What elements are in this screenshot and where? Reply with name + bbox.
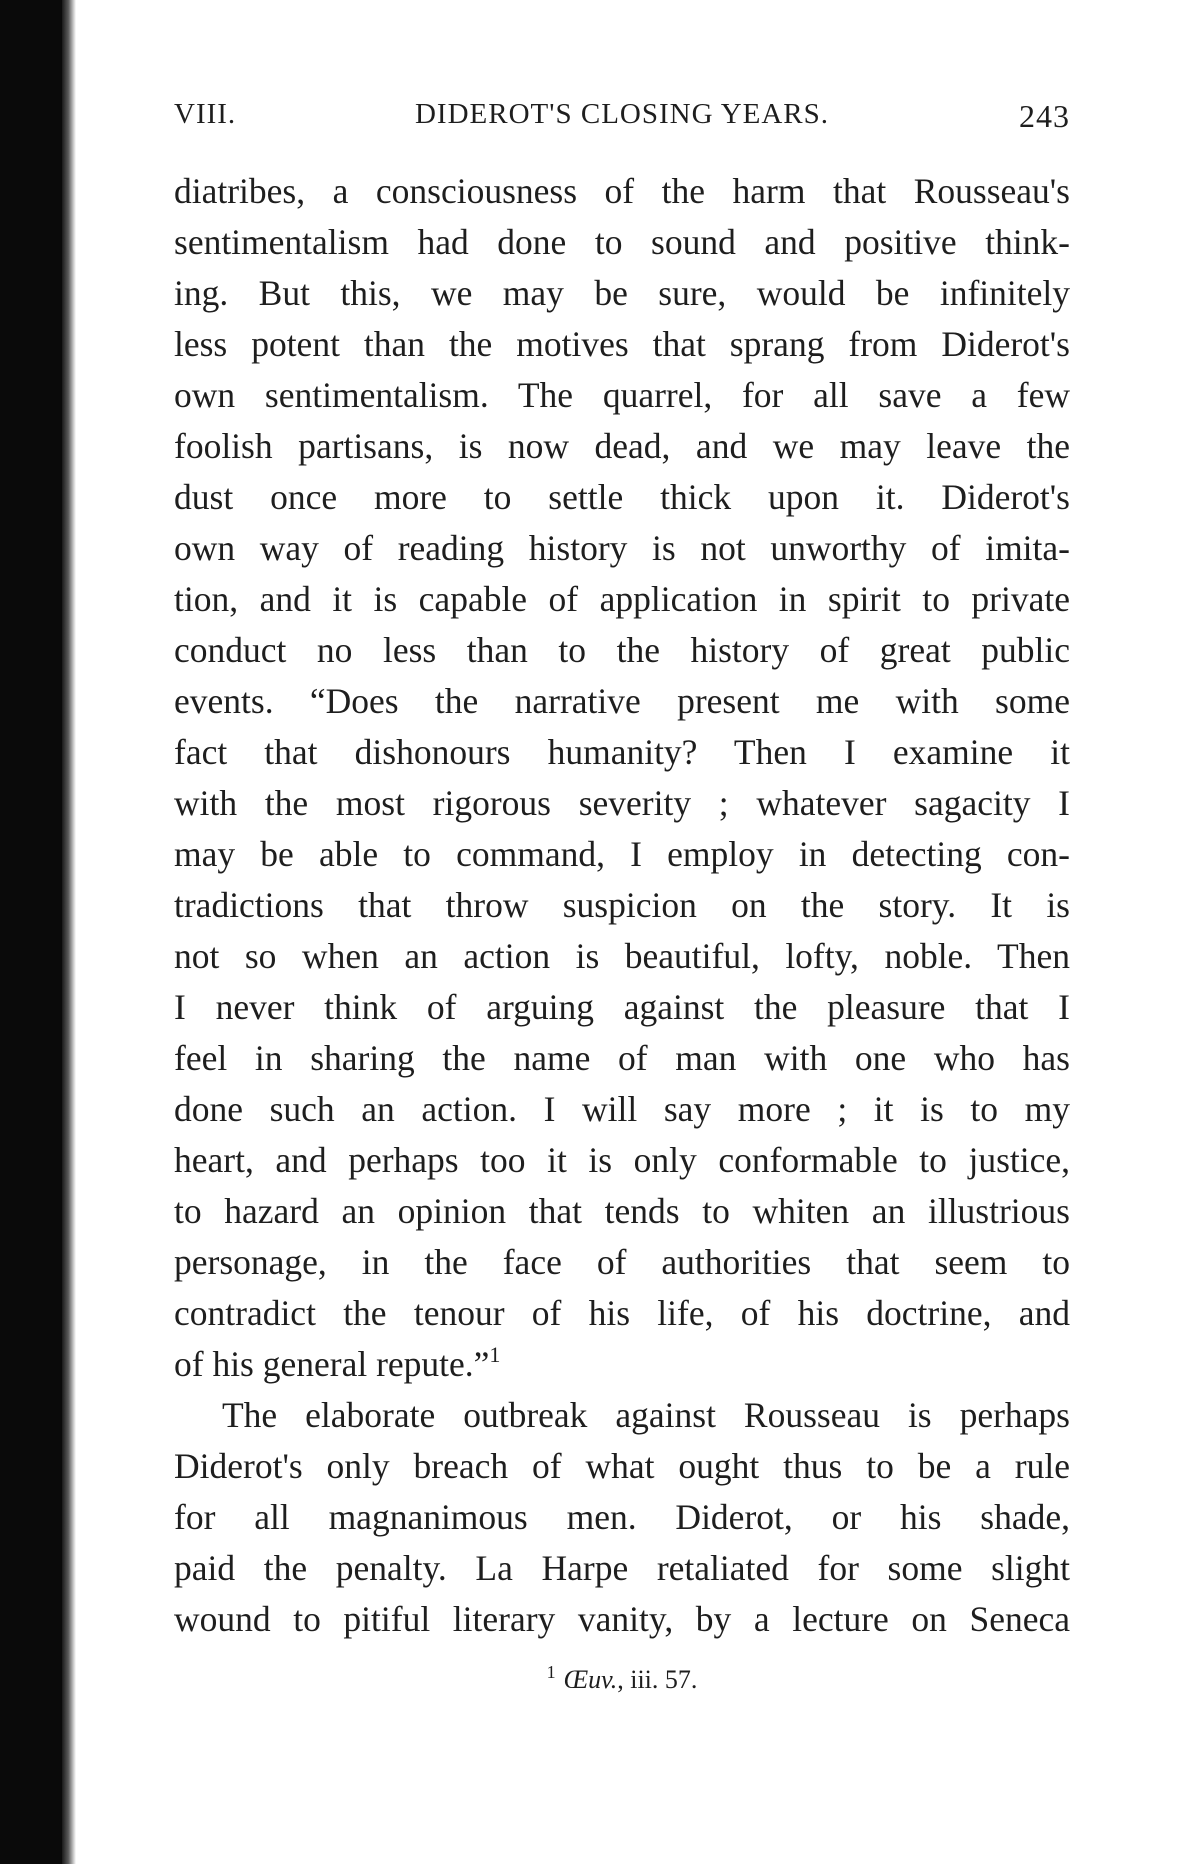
text-line: own sentimentalism. The quarrel, for all save a few — [174, 375, 1070, 415]
text-line: done such an action. I will say more ; it is to my — [174, 1089, 1070, 1129]
text-line: to hazard an opinion that tends to whiten an illustrious — [174, 1191, 1070, 1231]
footnote-reference: , iii. 57. — [617, 1665, 698, 1694]
book-binding-shadow — [0, 0, 62, 1864]
text-line: sentimentalism had done to sound and positive think- — [174, 222, 1070, 262]
text-line: paid the penalty. La Harpe retaliated for some slight — [174, 1548, 1070, 1588]
text-line: personage, in the face of authorities that seem to — [174, 1242, 1070, 1282]
text-line: The elaborate outbreak against Rousseau is perhaps — [222, 1395, 1070, 1435]
text-line: diatribes, a consciousness of the harm that Rousseau's — [174, 171, 1070, 211]
text-line: for all magnanimous men. Diderot, or his shade, — [174, 1497, 1070, 1537]
footnote — [174, 1662, 1070, 1695]
footnote-number: 1 — [546, 1662, 556, 1682]
text-line: foolish partisans, is now dead, and we may leave the — [174, 426, 1070, 466]
text-line: ing. But this, we may be sure, would be infinitely — [174, 273, 1070, 313]
footnote-marker: 1 — [489, 1342, 501, 1367]
text-line: may be able to command, I employ in detecting con- — [174, 834, 1070, 874]
text-line: dust once more to settle thick upon it. Diderot's — [174, 477, 1070, 517]
text-line: contradict the tenour of his life, of his doctrine, and — [174, 1293, 1070, 1333]
text-line: not so when an action is beautiful, lofty, noble. Then — [174, 936, 1070, 976]
text-line: tion, and it is capable of application in spirit to private — [174, 579, 1070, 619]
footnote-work-title: Œuv. — [563, 1665, 618, 1694]
text-line: own way of reading history is not unworthy of imita- — [174, 528, 1070, 568]
running-head — [174, 98, 1070, 138]
text-line: heart, and perhaps too it is only conformable to justice, — [174, 1140, 1070, 1180]
text-line: fact that dishonours humanity? Then I examine it — [174, 732, 1070, 772]
text-line: events. “Does the narrative present me with some — [174, 681, 1070, 721]
chapter-number: VIII. — [174, 98, 237, 130]
body-text — [174, 166, 1070, 1645]
text-line: wound to pitiful literary vanity, by a lecture on Seneca — [174, 1599, 1070, 1639]
running-title: DIDEROT'S CLOSING YEARS. — [414, 98, 830, 130]
page-number: 243 — [1019, 98, 1070, 134]
text-line: feel in sharing the name of man with one who has — [174, 1038, 1070, 1078]
text-line: less potent than the motives that sprang from Diderot's — [174, 324, 1070, 364]
text-line: tradictions that throw suspicion on the story. It is — [174, 885, 1070, 925]
text-line: with the most rigorous severity ; whatever sagacity I — [174, 783, 1070, 823]
text-line: conduct no less than to the history of great public — [174, 630, 1070, 670]
text-line-content: of his general repute.” — [174, 1344, 490, 1384]
text-line-with-footnote — [174, 1339, 1070, 1390]
text-line: I never think of arguing against the pleasure that I — [174, 987, 1070, 1027]
text-line: Diderot's only breach of what ought thus to be a rule — [174, 1446, 1070, 1486]
